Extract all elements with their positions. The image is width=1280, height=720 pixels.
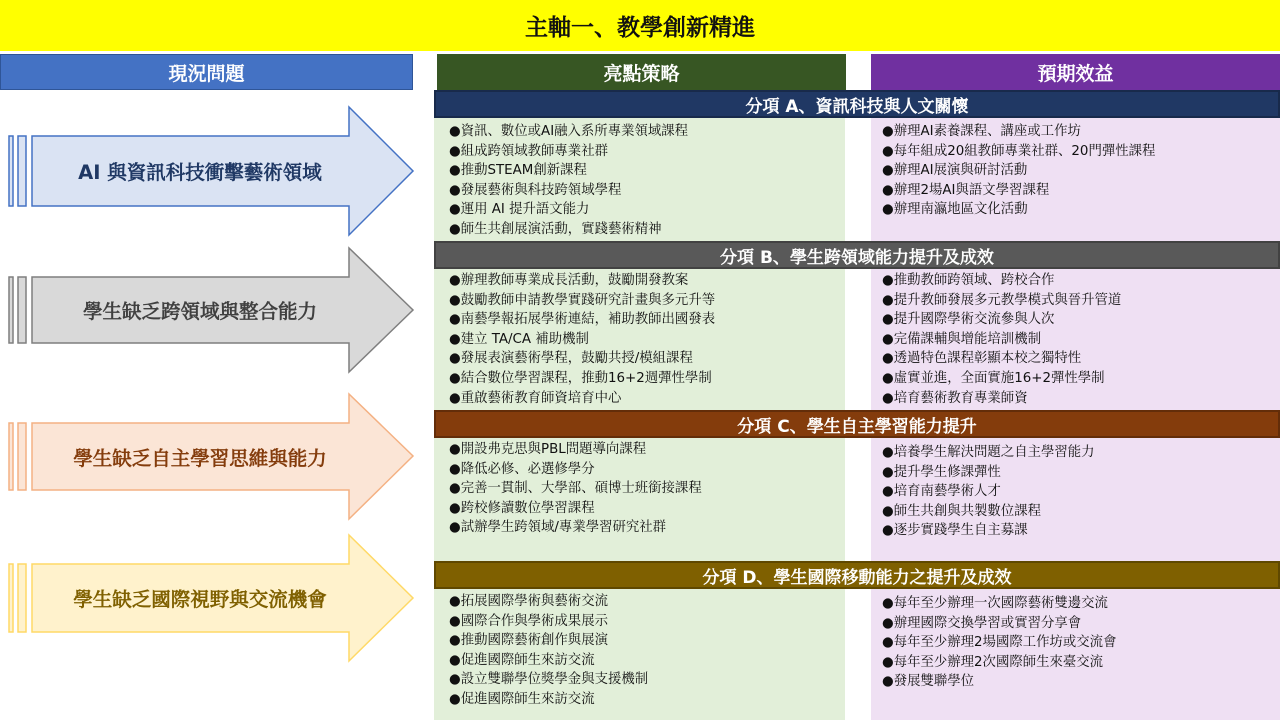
issue-arrow-ai [8, 106, 414, 236]
list-item: ●建立 TA/CA 補助機制 [449, 331, 589, 347]
list-item: ●設立雙聯學位獎學金與支援機制 [449, 672, 649, 688]
section-d-bar: 分項 D、學生國際移動能力之提升及成效 [434, 561, 1280, 589]
benefits-header: 預期效益 [871, 54, 1280, 90]
list-item: ●南藝學報拓展學術連結，補助教師出國發表 [449, 312, 716, 328]
issue-label: AI 與資訊科技衝擊藝術領域 [78, 161, 322, 184]
list-item: ●培育藝術教育專業師資 [882, 390, 1028, 406]
strategies-header: 亮點策略 [437, 54, 846, 90]
section-b-strategies [449, 271, 715, 408]
section-b-benefits [882, 271, 1121, 408]
list-item: ●每年至少辦理2場國際工作坊或交流會 [882, 635, 1117, 651]
issues-header: 現況問題 [0, 54, 413, 90]
list-item: ●每年至少辦理一次國際藝術雙邊交流 [882, 596, 1108, 611]
list-item: ●開設弗克思與PBL問題導向課程 [449, 442, 647, 457]
list-item: ●推動教師跨領域、跨校合作 [882, 273, 1055, 288]
list-item: ●跨校修讀數位學習課程 [449, 500, 595, 516]
list-item: ●師生共創展演活動，實踐藝術精神 [449, 221, 662, 237]
issue-label: 學生缺乏跨領域與整合能力 [82, 300, 317, 323]
list-item: ●培育南藝學術人才 [882, 484, 1001, 500]
section-d-strategies [449, 592, 648, 710]
list-item: ●辦理AI展演與研討活動 [882, 163, 1028, 179]
section-b-bar: 分項 B、學生跨領域能力提升及成效 [434, 241, 1280, 269]
list-item: ●推動國際藝術創作與展演 [449, 633, 608, 649]
list-item: ●鼓勵教師申請教學實踐研究計畫與多元升等 [449, 292, 716, 308]
list-item: ●師生共創與共製數位課程 [882, 503, 1041, 519]
list-item: ●發展雙聯學位 [882, 674, 975, 690]
list-item: ●虛實並進，全面實施16+2彈性學制 [882, 370, 1105, 386]
list-item: ●結合數位學習課程，推動16+2週彈性學制 [449, 370, 712, 386]
section-d-benefits [882, 594, 1116, 692]
section-c-bar: 分項 C、學生自主學習能力提升 [434, 410, 1280, 438]
page-title: 主軸一、教學創新精進 [0, 0, 1280, 51]
list-item: ●降低必修、必選修學分 [449, 461, 595, 477]
list-item: ●完善一貫制、大學部、碩博士班銜接課程 [449, 481, 702, 497]
list-item: ●辦理南瀛地區文化活動 [882, 202, 1028, 218]
list-item: ●每年組成20組教師專業社群、20門彈性課程 [882, 143, 1156, 159]
list-item: ●提升學生修課彈性 [882, 464, 1001, 480]
list-item: ●辦理AI素養課程、講座或工作坊 [882, 124, 1081, 139]
issue-label: 學生缺乏自主學習思維與能力 [73, 446, 327, 470]
list-item: ●透過特色課程彰顯本校之獨特性 [882, 351, 1082, 367]
list-item: ●培養學生解決問題之自主學習能力 [882, 445, 1095, 460]
list-item: ●促進國際師生來訪交流 [449, 652, 595, 668]
list-item: ●重啟藝術教育師資培育中心 [449, 390, 622, 406]
list-item: ●提升國際學術交流參與人次 [882, 312, 1055, 328]
list-item: ●辦理教師專業成長活動，鼓勵開發教案 [449, 273, 689, 288]
list-item: ●國際合作與學術成果展示 [449, 613, 608, 629]
list-item: ●資訊、數位或AI融入系所專業領域課程 [449, 124, 689, 139]
section-c-benefits [882, 443, 1095, 541]
list-item: ●逐步實踐學生自主募課 [882, 523, 1028, 539]
list-item: ●辦理2場AI與語文學習課程 [882, 182, 1050, 198]
list-item: ●提升教師發展多元教學模式與晉升管道 [882, 292, 1122, 308]
list-item: ●推動STEAM創新課程 [449, 163, 587, 179]
list-item: ●運用 AI 提升語文能力 [449, 202, 590, 218]
list-item: ●促進國際師生來訪交流 [449, 691, 595, 707]
issue-label: 學生缺乏國際視野與交流機會 [73, 588, 327, 611]
section-c-strategies [449, 440, 702, 538]
list-item: ●辦理國際交換學習或實習分享會 [882, 615, 1082, 631]
issue-arrow-interdisciplinary [8, 247, 414, 373]
section-a-bar: 分項 A、資訊科技與人文關懷 [434, 90, 1280, 118]
section-a-benefits [882, 122, 1155, 220]
list-item: ●發展藝術與科技跨領域學程 [449, 182, 622, 198]
issue-arrow-international [8, 534, 414, 662]
list-item: ●拓展國際學術與藝術交流 [449, 594, 608, 609]
list-item: ●發展表演藝術學程，鼓勵共授/模組課程 [449, 351, 693, 367]
list-item: ●每年至少辦理2次國際師生來臺交流 [882, 654, 1104, 670]
issue-arrow-self-learning [8, 393, 414, 520]
section-a-strategies [449, 122, 688, 240]
list-item: ●試辦學生跨領域/專業學習研究社群 [449, 520, 667, 536]
list-item: ●組成跨領域教師專業社群 [449, 143, 608, 159]
list-item: ●完備課輔與增能培訓機制 [882, 331, 1041, 347]
